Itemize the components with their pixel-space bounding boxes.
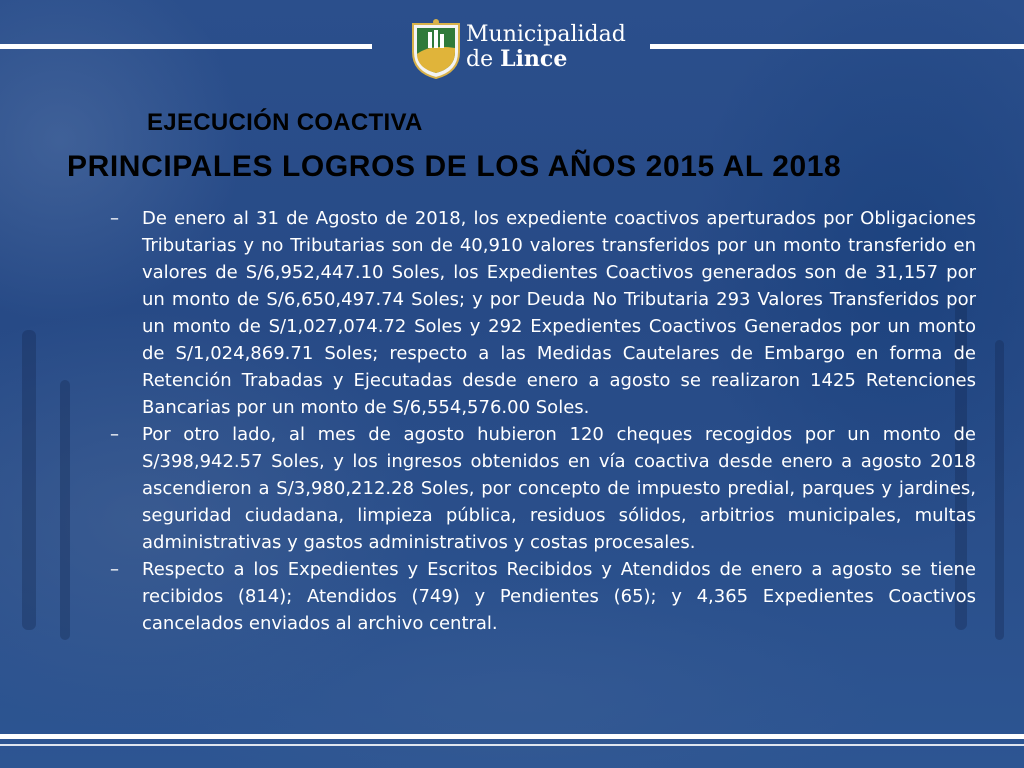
- bullet-text: De enero al 31 de Agosto de 2018, los expediente coactivos aperturados por Obligaciones Tributarias y no Tributarias son de 40,910 valores transferidos por un monto transferido en valores de S/6,952,447.10 Soles, los Expedientes Coactivos generados son de 31,157 por un monto de S/6,650,497.74 Soles; y por Deuda No Tributaria 293 Valores Transferidos por un monto de S/1,027,074.72 Soles y 292 Expedientes Coactivos Generados por un monto de S/1,024,869.71 Soles; respecto a las Medidas Cautelares de Embargo en forma de Retención Trabadas y Ejecutadas desde enero a agosto se realizaron 1425 Retenciones Bancarias por un monto de S/6,554,576.00 Soles.: [142, 208, 976, 418]
- section-kicker: EJECUCIÓN COACTIVA: [147, 109, 423, 136]
- wordmark-line2: [466, 47, 626, 72]
- background-tree-trunk: [995, 340, 1004, 640]
- municipal-shield-crest-icon: [410, 18, 462, 80]
- municipality-wordmark: [466, 22, 626, 72]
- list-item: [110, 205, 976, 421]
- bullet-list: [110, 205, 976, 637]
- wordmark-de: de: [466, 47, 494, 72]
- bullet-text: Respecto a los Expedientes y Escritos Recibidos y Atendidos de enero a agosto se tiene recibidos (814); Atendidos (749) y Pendientes (65); y 4,365 Expedientes Coactivos cancelados enviados al archivo central.: [142, 559, 976, 634]
- footer-rule-thick: [0, 734, 1024, 739]
- slide-title: PRINCIPALES LOGROS DE LOS AÑOS 2015 AL 2018: [67, 150, 842, 183]
- bullet-text: Por otro lado, al mes de agosto hubieron 120 cheques recogidos por un monto de S/398,942.57 Soles, y los ingresos obtenidos en vía coactiva desde enero a agosto 2018 ascendieron a S/3,980,212.28 Soles, por concepto de impuesto predial, parques y jardines, seguridad ciudadana, limpieza pública, residuos sólidos, arbitrios municipales, multas administrativas y gastos administrativos y costas procesales.: [142, 424, 976, 553]
- wordmark-city: Lince: [500, 46, 568, 72]
- footer-rule-thin: [0, 744, 1024, 746]
- bullet-marker: –: [110, 424, 119, 445]
- background-tree-trunk: [22, 330, 36, 630]
- wordmark-line1: Municipalidad: [466, 22, 626, 47]
- background-tree-trunk: [60, 380, 70, 640]
- bullet-marker: –: [110, 559, 119, 580]
- header-rule-left: [0, 44, 372, 49]
- header-rule-right: [650, 44, 1024, 49]
- bullet-marker: –: [110, 208, 119, 229]
- list-item: [110, 421, 976, 556]
- list-item: [110, 556, 976, 637]
